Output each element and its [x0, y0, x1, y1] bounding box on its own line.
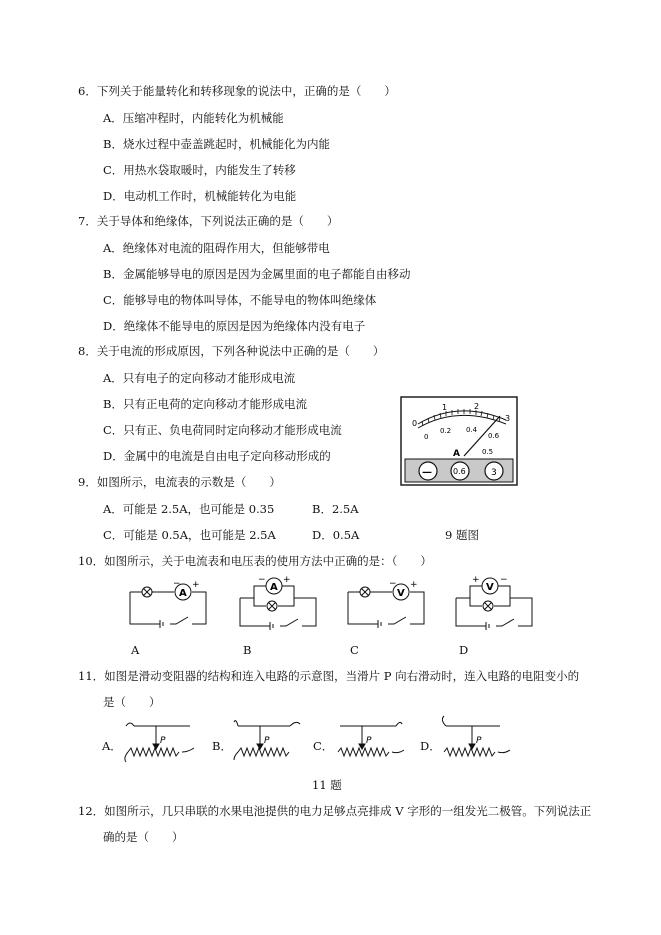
rheostat-a: [120, 716, 202, 768]
question-8-option-d: D．金属中的电流是自由电子定向移动形成的: [103, 449, 331, 463]
terminal-3-label: 3: [491, 468, 497, 478]
question-7-option-c: C．能够导电的物体叫导体，不能导电的物体叫绝缘体: [103, 293, 377, 307]
rheostat-b: [230, 716, 312, 768]
rheostat-b-label: B．: [212, 739, 232, 753]
circuit-a-plus: +: [192, 580, 200, 590]
terminal-0-6-label: 0.6: [453, 467, 466, 476]
circuit-d: [452, 574, 536, 632]
question-9-stem: 9．如图所示，电流表的示数是（ ）: [78, 475, 281, 489]
circuit-d-meter-letter: V: [486, 582, 494, 593]
question-9-option-d: D．0.5A: [312, 528, 360, 542]
question-9-option-b: B．2.5A: [312, 502, 359, 516]
question-6-option-d: D．电动机工作时，机械能转化为电能: [103, 189, 297, 203]
rheostat-c-slider-label: P: [366, 736, 372, 746]
question-11-stem-line-1: 11．如图是滑动变阻器的结构和连入电路的示意图，当滑片 P 向右滑动时，连入电路的电阻变小的: [78, 669, 580, 683]
circuit-d-label: D: [459, 643, 469, 657]
question-7-option-a: A．绝缘体对电流的阻碍作用大，但能够带电: [103, 241, 330, 255]
question-8-stem: 8．关于电流的形成原因，下列各种说法中正确的是（ ）: [78, 344, 385, 358]
circuit-b-minus: −: [258, 575, 266, 585]
rheostat-b-slider-label: P: [264, 736, 270, 746]
circuit-b: [236, 574, 320, 632]
question-9-option-c: C．可能是 0.5A，也可能是 2.5A: [103, 528, 276, 542]
circuit-c-label: C: [350, 643, 359, 657]
figure-9-caption: 9 题图: [445, 528, 479, 542]
question-10-stem: 10．如图所示，关于电流表和电压表的使用方法中正确的是：（ ）: [78, 554, 432, 568]
circuit-a-minus: −: [173, 579, 181, 589]
question-8-option-c: C．只有正、负电荷同时定向移动才能形成电流: [103, 423, 342, 437]
figure-11-caption: 11 题: [312, 778, 342, 792]
meter-unit-letter: A: [453, 449, 460, 459]
question-7-stem: 7．关于导体和绝缘体，下列说法正确的是（ ）: [78, 214, 339, 228]
question-11-stem-line-2: 是（ ）: [103, 695, 161, 709]
rheostat-c: [330, 716, 412, 768]
circuit-d-plus: +: [472, 575, 480, 585]
question-7-option-b: B．金属能够导电的原因是因为金属里面的电子都能自由移动: [103, 267, 411, 281]
rheostat-a-slider-label: P: [160, 736, 166, 746]
circuit-c: [344, 578, 428, 630]
rheostat-d-slider-label: P: [476, 736, 482, 746]
scale-bottom-0: 0: [424, 433, 429, 441]
circuit-c-plus: +: [410, 580, 418, 590]
circuit-b-label: B: [243, 643, 252, 657]
scale-top-1: 1: [442, 403, 448, 412]
rheostat-c-label: C．: [313, 739, 334, 753]
terminal-negative-label: —: [422, 467, 432, 478]
circuit-a-meter-letter: A: [179, 588, 187, 599]
circuit-d-minus: −: [500, 575, 508, 585]
scale-top-0: 0: [412, 419, 418, 428]
question-6-option-b: B．烧水过程中壶盖跳起时，机械能化为内能: [103, 137, 330, 151]
scale-top-2: 2: [474, 402, 480, 411]
circuit-b-plus: +: [283, 575, 291, 585]
circuit-a-label: A: [131, 643, 140, 657]
rheostat-d-label: D．: [420, 739, 441, 753]
question-6-stem: 6．下列关于能量转化和转移现象的说法中，正确的是（ ）: [78, 84, 396, 98]
question-8-option-a: A．只有电子的定向移动才能形成电流: [103, 371, 296, 385]
question-7-option-d: D．绝缘体不能导电的原因是因为绝缘体内没有电子: [103, 319, 366, 333]
meter-reading-label: 0.5: [482, 448, 494, 456]
rheostat-d: [436, 712, 518, 768]
circuit-b-meter-letter: A: [270, 582, 278, 593]
question-12-stem-line-2: 确的是（ ）: [103, 830, 184, 844]
question-12-stem-line-1: 12．如图所示，几只串联的水果电池提供的电力足够点亮排成 V 字形的一组发光二极管。下列说法正: [78, 804, 592, 818]
scale-bottom-0-4: 0.4: [466, 426, 478, 434]
scale-bottom-0-6: 0.6: [488, 432, 500, 440]
ammeter-figure: [400, 396, 518, 486]
question-6-option-c: C．用热水袋取暖时，内能发生了转移: [103, 163, 296, 177]
circuit-c-minus: −: [389, 579, 397, 589]
circuit-a: [126, 578, 210, 630]
rheostat-a-label: A．: [102, 739, 122, 753]
question-6-option-a: A．压缩冲程时，内能转化为机械能: [103, 111, 284, 125]
scale-bottom-0-2: 0.2: [440, 427, 452, 435]
scale-top-3: 3: [505, 414, 511, 423]
question-8-option-b: B．只有正电荷的定向移动才能形成电流: [103, 397, 307, 411]
circuit-c-meter-letter: V: [397, 588, 405, 599]
question-9-option-a: A．可能是 2.5A，也可能是 0.35: [103, 502, 275, 516]
